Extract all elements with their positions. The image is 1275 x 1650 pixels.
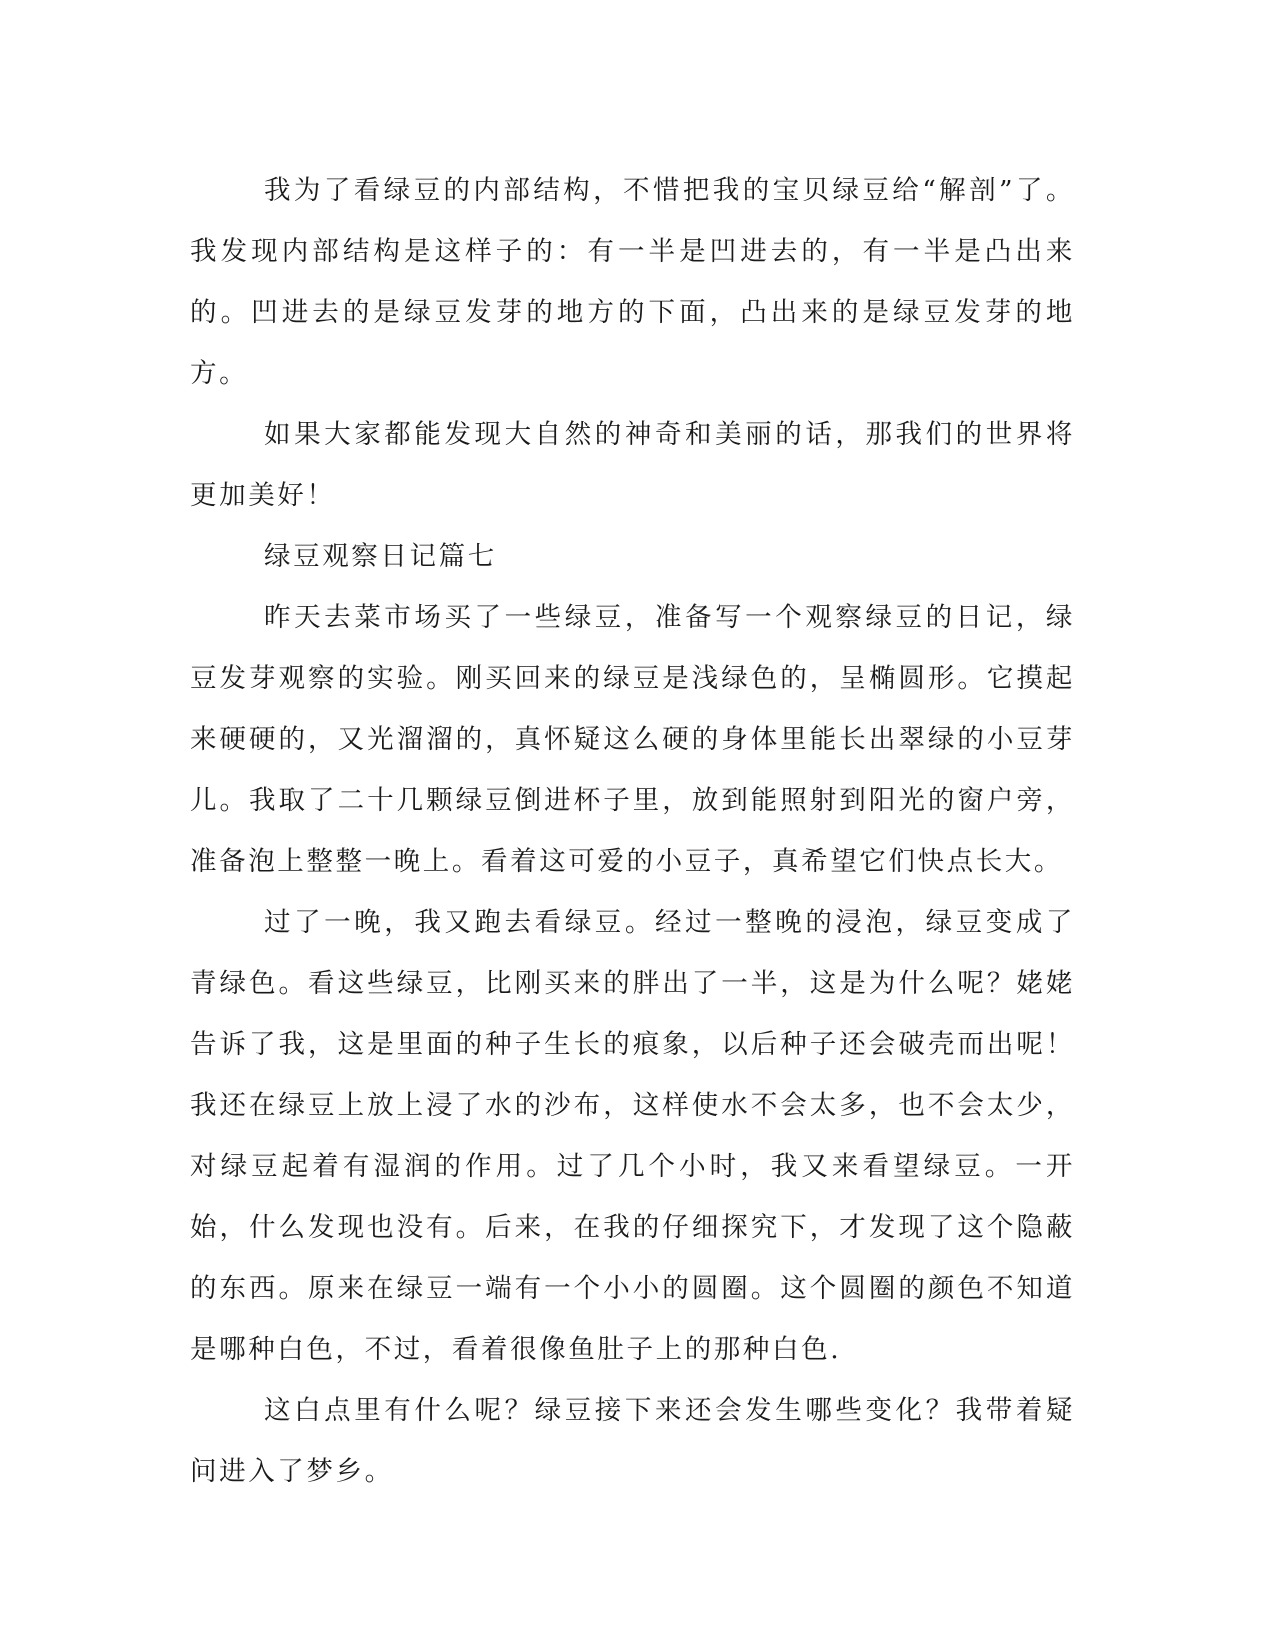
- paragraph-question: 这白点里有什么呢？绿豆接下来还会发生哪些变化？我带着疑问进入了梦乡。: [190, 1395, 1075, 1487]
- document-body: [190, 160, 1075, 1502]
- paragraph-market: 昨天去菜市场买了一些绿豆，准备写一个观察绿豆的日记，绿豆发芽观察的实验。刚买回来的绿豆是浅绿色的，呈椭圆形。它摸起来硬硬的，又光溜溜的，真怀疑这么硬的身体里能长出翠绿的小豆芽儿。我取了二十几颗绿豆倒进杯子里，放到能照射到阳光的窗户旁，准备泡上整整一晚上。看着这可爱的小豆子，真希望它们快点长大。: [190, 602, 1075, 877]
- paragraph-dissection: 我为了看绿豆的内部结构，不惜把我的宝贝绿豆给“解剖”了。我发现内部结构是这样子的：有一半是凹进去的，有一半是凸出来的。凹进去的是绿豆发芽的地方的下面，凸出来的是绿豆发芽的地方。: [190, 175, 1075, 389]
- paragraph-nature: 如果大家都能发现大自然的神奇和美丽的话，那我们的世界将更加美好！: [190, 419, 1075, 511]
- paragraph-overnight: 过了一晚，我又跑去看绿豆。经过一整晚的浸泡，绿豆变成了青绿色。看这些绿豆，比刚买来的胖出了一半，这是为什么呢？姥姥告诉了我，这是里面的种子生长的痕象，以后种子还会破壳而出呢！我还在绿豆上放上浸了水的沙布，这样使水不会太多，也不会太少，对绿豆起着有湿润的作用。过了几个小时，我又来看望绿豆。一开始，什么发现也没有。后来，在我的仔细探究下，才发现了这个隐蔽的东西。原来在绿豆一端有一个小小的圆圈。这个圆圈的颜色不知道是哪种白色，不过，看着很像鱼肚子上的那种白色.: [190, 907, 1075, 1365]
- section-heading: 绿豆观察日记篇七: [264, 541, 497, 572]
